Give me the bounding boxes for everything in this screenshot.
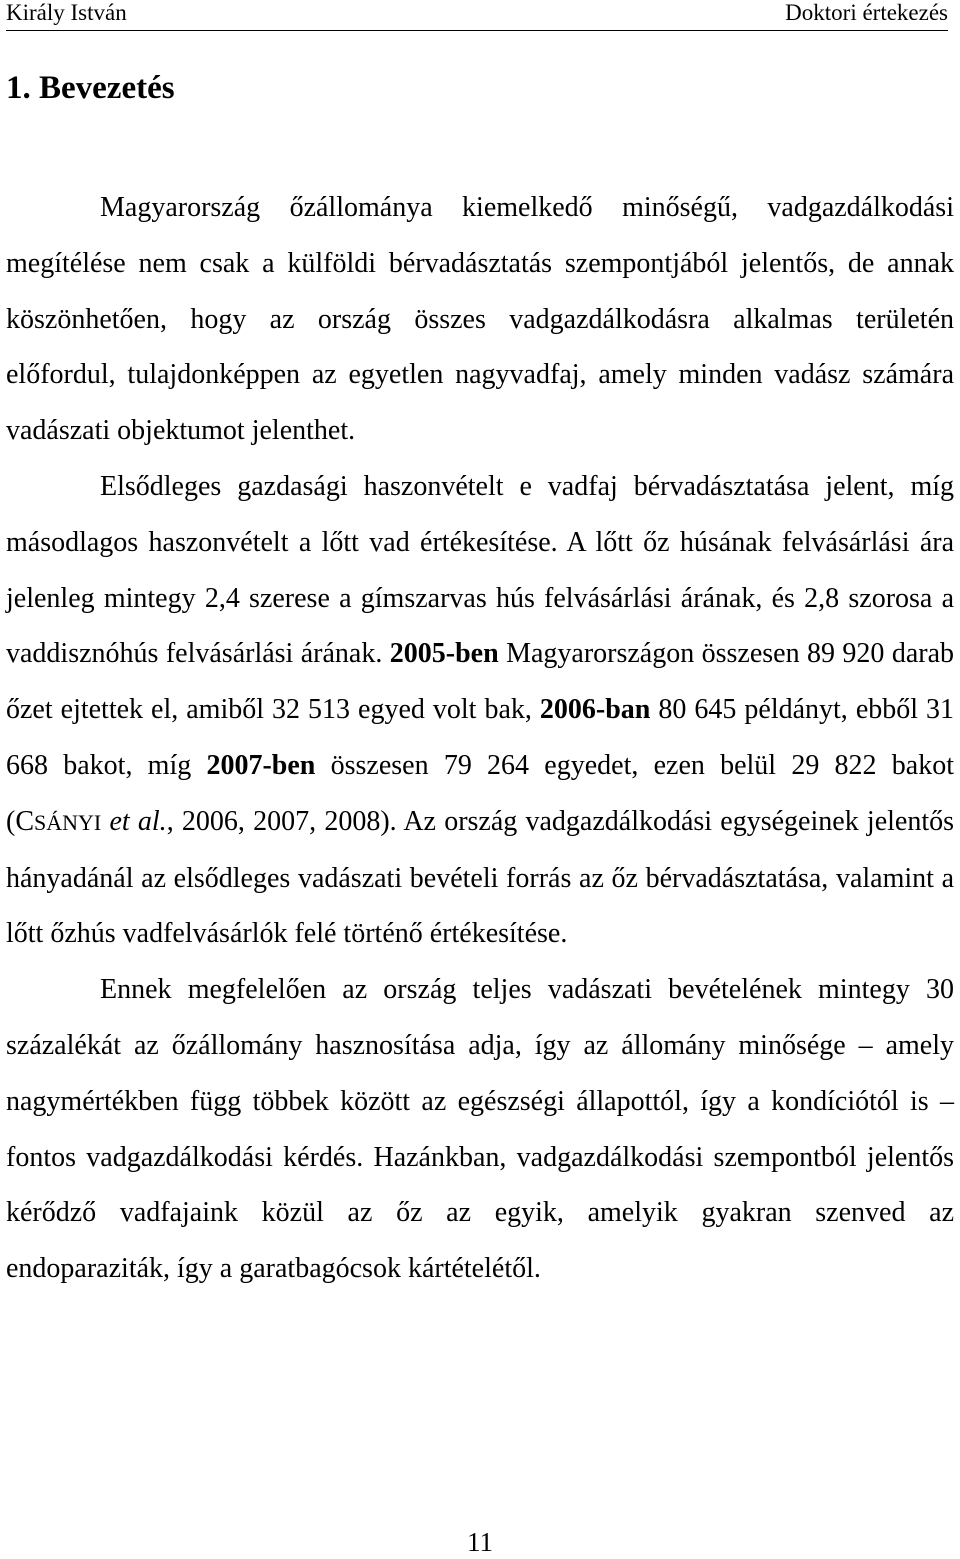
citation-author-rest: SÁNYI [34,809,102,835]
citation-author-initial: C [15,805,35,837]
page-number: 11 [467,1527,493,1557]
year-2006: 2006-ban [539,694,651,726]
year-2005: 2005-ben [389,638,499,670]
paragraph-2-text-2: Magyarországon összesen 89 920 darab őzet ejtettek el, amiből 32 513 egyed volt bak, [6,638,954,726]
header-author: Király István [6,0,127,25]
citation-et-al: et al. [109,805,167,837]
header-document-type: Doktori értekezés [785,0,948,25]
body-text [6,180,954,1297]
page-header [6,0,948,31]
paragraph-2-text-5: , 2006, 2007, 2008). Az ország vadgazdálkodási egységeinek jelentős hányadánál az elsődleges vadászati bevételi forrás az őz bérvadásztatása, valamint a lőtt őzhús vadfelvásárlók felé történő értékesítése. [6,805,954,950]
paragraph-2 [6,459,954,962]
paragraph-3: Ennek megfelelően az ország teljes vadászati bevételének mintegy 30 százalékát az őzállomány hasznosítása adja, így az állomány minősége – amely nagymértékben függ többek között az egészségi állapottól, így a kondíciótól is – fontos vadgazdálkodási kérdés. Hazánkban, vadgazdálkodási szempontból jelentős kérődző vadfajaink közül az őz az egyik, amelyik gyakran szenved az endoparaziták, így a garatbagócsok kártételétől. [6,974,954,1285]
section-title: 1. Bevezetés [6,70,175,106]
paragraph-1: Magyarország őzállománya kiemelkedő minőségű, vadgazdálkodási megítélése nem csak a külföldi bérvadásztatás szempontjából jelentős, de annak köszönhetően, hogy az ország összes vadgazdálkodásra alkalmas területén előfordul, tulajdonképpen az egyetlen nagyvadfaj, amely minden vadász számára vadászati objektumot jelenthet. [6,192,954,447]
paragraph-2-text-4: összesen 79 264 egyedet, ezen belül 29 822 bakot ( [6,749,954,837]
paragraph-2-text-3: 80 645 példányt, ebből 31 668 bakot, míg [6,694,955,781]
paragraph-2-text-1: Elsődleges gazdasági haszonvételt e vadfaj bérvadásztatása jelent, míg másodlagos haszonvételt a lőtt vad értékesítése. A lőtt őz húsának felvásárlási ára jelenleg mintegy 2,4 szerese a gímszarvas hús felvásárlási árának, és 2,8 szorosa a vaddisznóhús felvásárlási árának. [6,470,954,670]
year-2007: 2007-ben [206,749,316,781]
